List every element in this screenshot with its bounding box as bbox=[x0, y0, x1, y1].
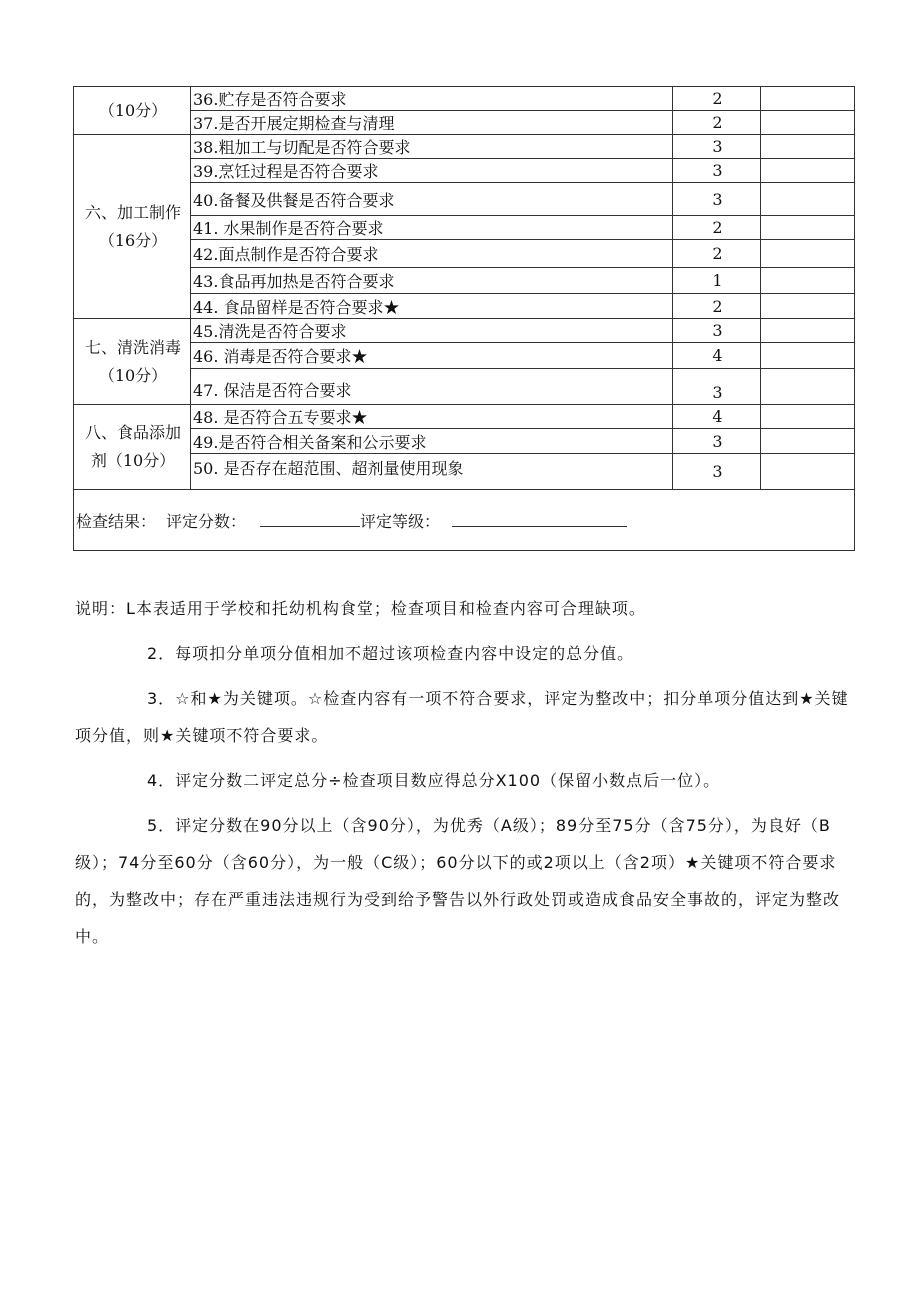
deduction-cell bbox=[761, 111, 855, 135]
score-blank[interactable] bbox=[260, 512, 360, 527]
inspection-table bbox=[73, 86, 855, 551]
item-cell: 44. 食品留样是否符合要求★ bbox=[191, 294, 673, 319]
score-cell: 2 bbox=[673, 294, 761, 319]
deduction-cell bbox=[761, 343, 855, 369]
table-row bbox=[74, 405, 855, 429]
category-label: 七、清洗消毒 bbox=[84, 337, 181, 357]
note-1: 说明：L本表适用于学校和托幼机构食堂；检查项目和检查内容可合理缺项。 bbox=[75, 599, 646, 618]
category-cell bbox=[74, 319, 191, 405]
category-label: （10分） bbox=[98, 100, 168, 120]
score-cell: 3 bbox=[673, 183, 761, 216]
score-cell: 4 bbox=[673, 343, 761, 369]
table-row bbox=[74, 369, 855, 405]
score-cell: 3 bbox=[673, 429, 761, 454]
grade-label: 评定等级： bbox=[360, 511, 441, 531]
table-row bbox=[74, 319, 855, 343]
deduction-cell bbox=[761, 454, 855, 490]
table-row bbox=[74, 454, 855, 490]
category-score: （10分） bbox=[98, 365, 168, 385]
score-cell: 3 bbox=[673, 369, 761, 405]
table-row bbox=[74, 135, 855, 159]
item-cell: 37.是否开展定期检查与清理 bbox=[191, 111, 673, 135]
score-cell: 2 bbox=[673, 111, 761, 135]
deduction-cell bbox=[761, 87, 855, 111]
item-cell: 45.清洗是否符合要求 bbox=[191, 319, 673, 343]
category-cell bbox=[74, 135, 191, 319]
score-cell: 4 bbox=[673, 405, 761, 429]
notes-section bbox=[75, 590, 855, 963]
table-row bbox=[74, 240, 855, 268]
score-cell: 1 bbox=[673, 268, 761, 294]
deduction-cell bbox=[761, 405, 855, 429]
result-cell bbox=[74, 490, 855, 551]
category-cell bbox=[74, 87, 191, 135]
score-cell: 3 bbox=[673, 454, 761, 490]
note-3: 3．☆和★为关键项。☆检查内容有一项不符合要求，评定为整改中；扣分单项分值达到★关键项分值，则★关键项不符合要求。 bbox=[75, 689, 849, 745]
item-cell: 41. 水果制作是否符合要求 bbox=[191, 216, 673, 240]
deduction-cell bbox=[761, 240, 855, 268]
table-row bbox=[74, 268, 855, 294]
table-row bbox=[74, 111, 855, 135]
category-score: 剂（10分） bbox=[90, 451, 176, 470]
score-cell: 3 bbox=[673, 159, 761, 183]
item-cell: 39.烹饪过程是否符合要求 bbox=[191, 159, 673, 183]
deduction-cell bbox=[761, 159, 855, 183]
deduction-cell bbox=[761, 183, 855, 216]
category-label: 六、加工制作 bbox=[84, 202, 181, 222]
item-cell: 43.食品再加热是否符合要求 bbox=[191, 268, 673, 294]
score-cell: 2 bbox=[673, 240, 761, 268]
note-4: 4．评定分数二评定总分÷检查项目数应得总分X100（保留小数点后一位）。 bbox=[147, 771, 721, 790]
category-score: （16分） bbox=[98, 230, 168, 250]
category-label: 八、食品添加 bbox=[84, 423, 181, 442]
item-cell: 36.贮存是否符合要求 bbox=[191, 87, 673, 111]
score-cell: 3 bbox=[673, 319, 761, 343]
item-cell: 49.是否符合相关备案和公示要求 bbox=[191, 429, 673, 454]
score-label: 评定分数： bbox=[166, 511, 247, 531]
deduction-cell bbox=[761, 319, 855, 343]
table-row bbox=[74, 294, 855, 319]
deduction-cell bbox=[761, 369, 855, 405]
deduction-cell bbox=[761, 429, 855, 454]
score-cell: 2 bbox=[673, 87, 761, 111]
result-label: 检查结果： bbox=[76, 511, 157, 531]
deduction-cell bbox=[761, 135, 855, 159]
item-cell: 40.备餐及供餐是否符合要求 bbox=[191, 183, 673, 216]
item-cell: 42.面点制作是否符合要求 bbox=[191, 240, 673, 268]
table-row bbox=[74, 343, 855, 369]
item-cell: 50. 是否存在超范围、超剂量使用现象 bbox=[191, 454, 673, 490]
score-cell: 3 bbox=[673, 135, 761, 159]
table-row bbox=[74, 216, 855, 240]
item-cell: 47. 保洁是否符合要求 bbox=[191, 369, 673, 405]
deduction-cell bbox=[761, 294, 855, 319]
table-row bbox=[74, 429, 855, 454]
note-2: 2．每项扣分单项分值相加不超过该项检查内容中设定的总分值。 bbox=[147, 644, 635, 663]
grade-blank[interactable] bbox=[452, 512, 627, 527]
deduction-cell bbox=[761, 268, 855, 294]
note-5: 5．评定分数在90分以上（含90分），为优秀（A级）；89分至75分（含75分），为良好（B级）；74分至60分（含60分），为一般（C级）；60分以下的或2项以上（含2项）★关键项不符合要求的，为整改中；存在严重违法违规行为受到给予警告以外行政处罚或造成食品安全事故的，评定为整改中。 bbox=[75, 816, 841, 946]
deduction-cell bbox=[761, 216, 855, 240]
item-cell: 48. 是否符合五专要求★ bbox=[191, 405, 673, 429]
item-cell: 46. 消毒是否符合要求★ bbox=[191, 343, 673, 369]
table-row bbox=[74, 87, 855, 111]
table-row bbox=[74, 159, 855, 183]
result-row bbox=[74, 490, 855, 551]
category-cell bbox=[74, 405, 191, 490]
table-row bbox=[74, 183, 855, 216]
item-cell: 38.粗加工与切配是否符合要求 bbox=[191, 135, 673, 159]
score-cell: 2 bbox=[673, 216, 761, 240]
